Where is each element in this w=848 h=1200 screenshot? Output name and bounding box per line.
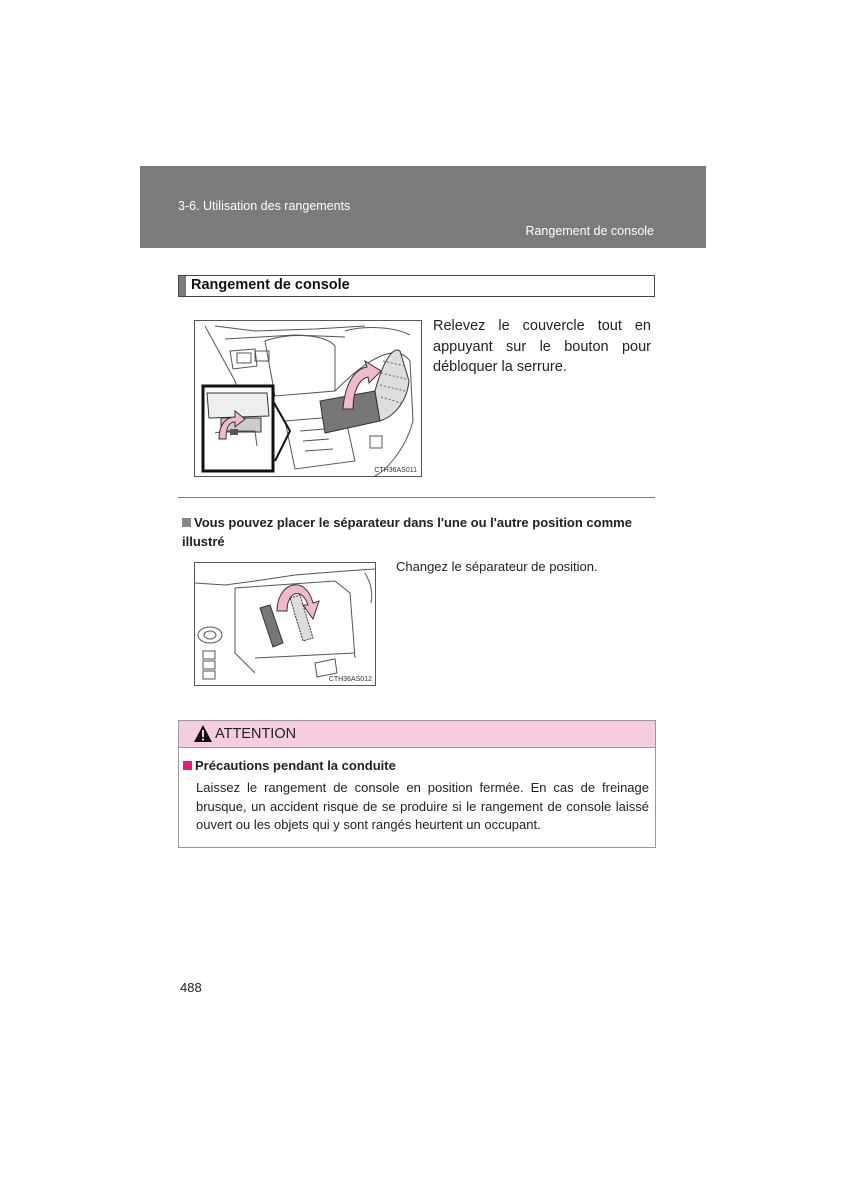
figure-open-lid bbox=[194, 320, 422, 477]
gray-bullet-icon bbox=[182, 518, 191, 527]
separator-heading: Vous pouvez placer le séparateur dans l'une ou l'autre position comme illustré bbox=[182, 515, 632, 549]
attention-box bbox=[178, 720, 656, 848]
attention-label: ATTENTION bbox=[215, 726, 297, 742]
figure-code: CTH36AS011 bbox=[374, 467, 417, 474]
separator-illustration bbox=[195, 563, 375, 685]
warning-text: Laissez le rangement de console en position fermée. En cas de freinage brusque, un accident risque de se produire si le rangement de console laissé ouvert ou les objets qui y sont rangés heurtent un occupant. bbox=[196, 780, 649, 832]
figure-separator bbox=[194, 562, 376, 686]
figure-code: CTH36AS012 bbox=[328, 676, 372, 683]
section-title-marker bbox=[179, 276, 186, 296]
divider bbox=[178, 497, 655, 498]
warning-icon bbox=[193, 724, 213, 743]
precautions-heading: Précautions pendant la conduite bbox=[183, 758, 396, 773]
section-title: Rangement de console bbox=[191, 277, 350, 293]
pink-bullet-icon bbox=[183, 761, 192, 770]
chapter-title: 3-6. Utilisation des rangements bbox=[178, 199, 351, 213]
chapter-header bbox=[140, 166, 706, 248]
console-lid-illustration bbox=[195, 321, 421, 476]
inset-button-detail bbox=[203, 386, 290, 471]
attention-header bbox=[179, 721, 655, 748]
separator-caption: Changez le séparateur de position. bbox=[396, 559, 598, 574]
section-title-box bbox=[178, 275, 655, 297]
section-name: Rangement de console bbox=[525, 224, 654, 238]
step-text: Relevez le couvercle tout en appuyant sur le bouton pour débloquer la serrure. bbox=[433, 318, 651, 375]
page-number: 488 bbox=[180, 980, 202, 995]
